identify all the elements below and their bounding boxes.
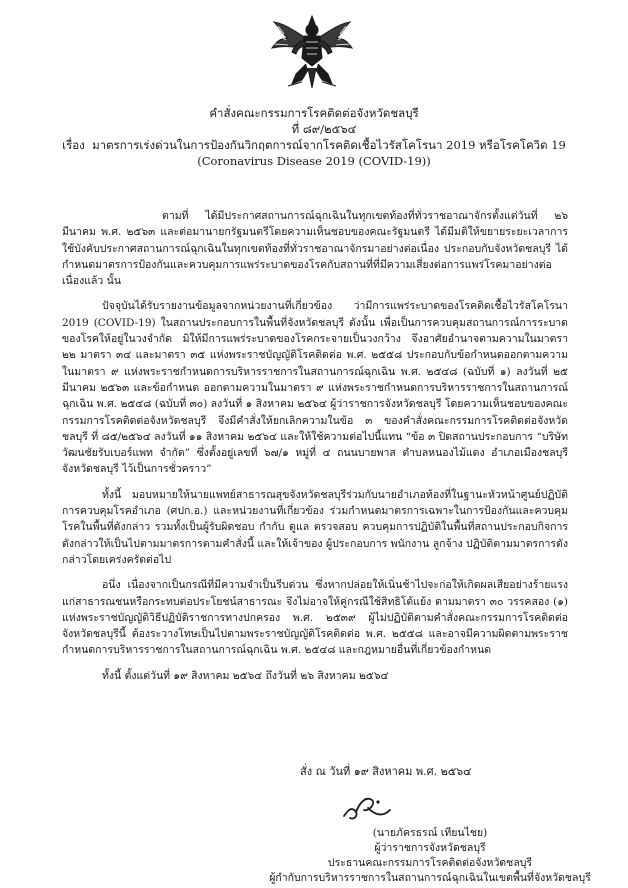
subject-label: เรื่อง xyxy=(62,138,85,152)
order-number: ที่ ๘๙/๒๕๖๔ xyxy=(291,122,357,136)
subject-english: (Coronavirus Disease 2019 (COVID-19)) xyxy=(197,154,431,168)
signature-mark xyxy=(338,790,394,828)
order-date: สั่ง ณ วันที่ ๑๙ สิงหาคม พ.ศ. ๒๕๖๔ xyxy=(300,765,472,778)
paragraph-assignment: ทั้งนี้ มอบหมายให้นายแพทย์สาธารณสุขจังหวัดชลบุรีร่วมกับนายอำเภอท้องที่ในฐานะหัวหน้าศูนย์ปฏิบัติการควบคุมโรคอำเภอ (ศปก.อ.) และหน่วยงานที่เกี่ยวข้อง ร่วมกำหนดมาตรการเฉพาะในการป้องกันและควบคุมโรคในพื้นที่ดังกล่าว รวมทั้งเป็นผู้รับผิดชอบ กำกับ ดูแล ตรวจสอบ ควบคุมการปฏิบัติในพื้นที่สถานประกอบกิจการดังกล่าวให้เป็นไปตามมาตรการตามคำสั่งนี้ และให้เจ้าของ ผู้ประกอบการ พนักงาน ลูกจ้าง ปฏิบัติตามมาตรการดังกล่าวโดยเคร่งครัดต่อไป xyxy=(62,488,568,566)
order-title: คำสั่งคณะกรรมการโรคติดต่อจังหวัดชลบุรี xyxy=(209,106,419,120)
subject-line xyxy=(0,137,628,153)
signer-position-chair: ประธานคณะกรรมการโรคติดต่อจังหวัดชลบุรี xyxy=(327,857,533,869)
signer-position-supervisor: ผู้กำกับการบริหารราชการในสถานการณ์ฉุกเฉินในเขตพื้นที่จังหวัดชลบุรี xyxy=(269,872,591,884)
paragraph-effective-period: ทั้งนี้ ตั้งแต่วันที่ ๑๙ สิงหาคม ๒๕๖๔ ถึงวันที่ ๒๖ สิงหาคม ๒๕๖๔ xyxy=(102,669,389,682)
paragraph-penalty: อนึ่ง เนื่องจากเป็นกรณีที่มีความจำเป็นรีบด่วน ซึ่งหากปล่อยให้เนิ่นช้าไปจะก่อให้เกิดผลเสียอย่างร้ายแรงแก่สาธารณชนหรือกระทบต่อประโยชน์สาธารณะ จึงไม่อาจให้คู่กรณีใช้สิทธิโต้แย้ง ตามมาตรา ๓๐ วรรคสอง (๑) แห่งพระราชบัญญัติวิธีปฏิบัติราชการทางปกครอง พ.ศ. ๒๕๓๙ ผู้ไม่ปฏิบัติตามคำสั่งคณะกรรมการโรคติดต่อจังหวัดชลบุรีนี้ ต้องระวางโทษเป็นไปตามพระราชบัญญัติโรคติดต่อ พ.ศ. ๒๕๕๘ และอาจมีความผิดตามพระราชกำหนดการบริหารราชการในสถานการณ์ฉุกเฉิน พ.ศ. ๒๕๔๘ และกฎหมายอื่นที่เกี่ยวข้องกำหนด xyxy=(62,579,568,657)
signature-block xyxy=(260,826,600,886)
order-body xyxy=(62,208,568,693)
signer-position-governor: ผู้ว่าราชการจังหวัดชลบุรี xyxy=(374,842,486,854)
paragraph-background: ตามที่ ได้มีประกาศสถานการณ์ฉุกเฉินในทุกเขตท้องที่ทั่วราชอาณาจักรตั้งแต่วันที่ ๒๖ มีนาคม พ.ศ. ๒๕๖๓ และต่อมานายกรัฐมนตรีโดยความเห็นชอบของคณะรัฐมนตรี ได้มีมติให้ขยายระยะเวลาการใช้บังคับประกาศสถานการณ์ฉุกเฉินในทุกเขตท้องที่ทั่วราชอาณาจักรมาอย่างต่อเนื่อง ประกอบกับจังหวัดชลบุรี ได้กำหนดมาตรการป้องกันและควบคุมการแพร่ระบาดของโรคกับสถานที่ที่มีความเสี่ยงต่อการแพร่โรคมาอย่างต่อเนื่องแล้ว นั้น xyxy=(62,210,568,288)
order-header xyxy=(0,105,628,169)
subject-text: มาตรการเร่งด่วนในการป้องกันวิกฤตการณ์จากโรคติดเชื้อไวรัสโคโรนา 2019 หรือโรคโควิด 19 xyxy=(92,138,566,152)
garuda-emblem-icon xyxy=(268,14,356,92)
paragraph-order: ปัจจุบันได้รับรายงานข้อมูลจากหน่วยงานที่เกี่ยวข้อง ว่ามีการแพร่ระบาดของโรคติดเชื้อไวรัสโคโรนา 2019 (COVID-19) ในสถานประกอบการในพื้นที่จังหวัดชลบุรี ดังนั้น เพื่อเป็นการควบคุมสถานการณ์การระบาดของโรคให้อยู่ในวงจำกัด มิให้มีการแพร่ระบาดของโรคกระจายเป็นวงกว้าง จึงอาศัยอำนาจตามความในมาตรา ๒๒ มาตรา ๓๔ และมาตรา ๓๕ แห่งพระราชบัญญัติโรคติดต่อ พ.ศ. ๒๕๕๘ ประกอบกับข้อกำหนดออกตามความในมาตรา ๙ แห่งพระราชกำหนดการบริหารราชการในสถานการณ์ฉุกเฉิน พ.ศ. ๒๕๔๘ (ฉบับที่ ๑) ลงวันที่ ๒๕ มีนาคม ๒๕๖๓ และข้อกำหนด ออกตามความในมาตรา ๙ แห่งพระราชกำหนดการบริหารราชการในสถานการณ์ฉุกเฉิน พ.ศ. ๒๕๔๘ (ฉบับที่ ๓๐) ลงวันที่ ๑ สิงหาคม ๒๕๖๔ ผู้ว่าราชการจังหวัดชลบุรี โดยความเห็นชอบของคณะกรรมการโรคติดต่อจังหวัดชลบุรี จึงมีคำสั่งให้ยกเลิกความในข้อ ๓ ของคำสั่งคณะกรรมการโรคติดต่อจังหวัดชลบุรี ที่ ๘๕/๒๕๖๔ ลงวันที่ ๑๑ สิงหาคม ๒๕๖๔ และให้ใช้ความต่อไปนี้แทน “ข้อ ๓ ปิดสถานประกอบการ “บริษัท วัฒนชัยรับเบอร์แพท จำกัด” ซึ่งตั้งอยู่เลขที่ ๖๗/๑ หมู่ที่ ๔ ถนนบายพาส ตำบลหนองไม้แดง อำเภอเมืองชลบุรี จังหวัดชลบุรี ไว้เป็นการชั่วคราว” xyxy=(62,300,568,476)
signer-name: (นายภัครธรณ์ เทียนไชย) xyxy=(372,827,488,839)
